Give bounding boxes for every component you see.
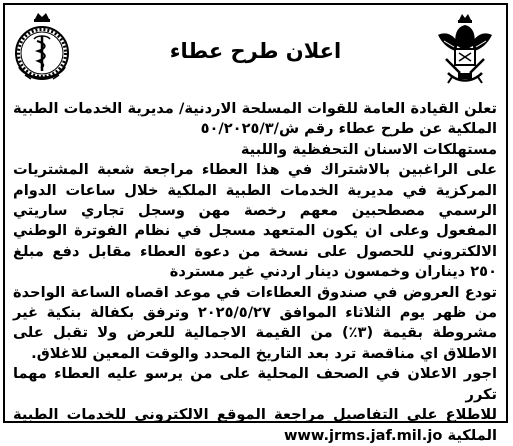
announcement-intro: تعلن القيادة العامة للقوات المسلحة الاردنية/ مديرية الخدمات الطبية الملكية عن طرح عطاء رقم ش/٥٠/٢٠٢٥/٣ [13,100,497,138]
website-url[interactable]: www.jrms.jaf.mil.jo [283,426,443,444]
announcement-subject: مستهلكات الاسنان التحفظية واللبية [240,140,497,158]
announcement-header [5,5,506,93]
announcement-website-line [13,405,497,446]
announcement-title: اعلان طرح عطاء [169,39,342,63]
announcement-body [13,99,497,446]
announcement-frame [3,3,508,444]
announcement-ad-fee: اجور الاعلان في الصحف المحلية على من يرسو عليه العطاء مهما تكرر [13,365,497,403]
jordan-armed-forces-emblem-icon [434,11,496,87]
announcement-eligibility: على الراغبين بالاشتراك في هذا العطاء مراجعة شعبة المشتريات المركزية في مديرية الخدمات الطبية الملكية خلال ساعات الدوام الرسمي مصطحبين معهم رخصة مهن وسجل تجاري ساريتي المفعول وعلى ان يكون المتعهد مسجل في نظام الفوترة الوطني الالكتروني للحصول على نسخة من دعوة العطاء مقابل دفع مبلغ ٢٥٠ ديناران وخمسون دينار اردني غير مستردة [13,161,497,281]
announcement-submission: تودع العروض في صندوق العطاءات في موعد اقصاه الساعة الواحدة من ظهر يوم الثلاثاء الموافق ٢٠٢٥/٥/٢٧ وترفق بكفالة بنكية غير مشروطة بقيمة (٣٪) من القيمة الاجمالية للعرض ولا تقبل على الاطلاق اي مناقصة ترد بعد التاريخ المحدد والوقت المعين للاغلاق. [13,283,497,362]
website-note: للاطلاع على التفاصيل مراجعة الموقع الالكتروني للخدمات الطبية الملكية [13,406,497,444]
